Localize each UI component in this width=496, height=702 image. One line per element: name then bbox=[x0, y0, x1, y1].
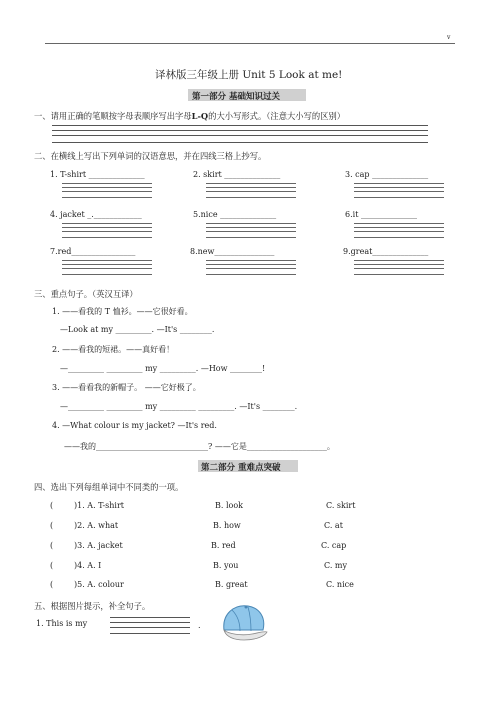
part1-heading: 第一部分 基础知识过关 bbox=[192, 92, 280, 102]
q3-item-1-en[interactable]: —Look at my _________. —It's ________. bbox=[60, 325, 215, 334]
q4-row-5-paren[interactable]: ( bbox=[50, 580, 54, 589]
q4-row-5-a: )5. A. colour bbox=[74, 580, 124, 589]
fourline-2[interactable] bbox=[206, 183, 296, 201]
q3-item-4-cn: 4. —What colour is my jacket? —It's red. bbox=[52, 421, 217, 430]
q4-row-1-paren[interactable]: ( bbox=[50, 501, 54, 510]
q5-period: . bbox=[198, 621, 201, 630]
fourline-5[interactable] bbox=[206, 223, 296, 241]
q4-row-3-paren[interactable]: ( bbox=[50, 541, 54, 550]
q4-row-1-b: B. look bbox=[215, 501, 244, 510]
q1-text: 一、请用正确的笔顺按字母表顺序写出字母 bbox=[34, 111, 192, 121]
fourline-1[interactable] bbox=[62, 183, 152, 201]
q2-word-1[interactable]: 1. T-shirt ______________ bbox=[50, 170, 145, 179]
q4-row-5-c: C. nice bbox=[326, 580, 354, 589]
fourline-4[interactable] bbox=[62, 223, 152, 241]
part2-heading: 第二部分 重难点突破 bbox=[201, 463, 281, 473]
q3-item-3-cn: 3. ——看看我的新帽子。 ——它好极了。 bbox=[52, 383, 201, 392]
cap-image bbox=[218, 600, 270, 642]
page-title: 译林版三年级上册 Unit 5 Look at me! bbox=[155, 69, 343, 81]
q4-row-4-a: )4. A. I bbox=[74, 561, 102, 570]
q4-row-1-a: )1. A. T-shirt bbox=[74, 501, 125, 510]
q5-item-1: 1. This is my bbox=[36, 619, 88, 628]
q4-row-1-c: C. skirt bbox=[326, 501, 356, 510]
q4-row-2-b: B. how bbox=[213, 521, 241, 530]
header-rule bbox=[45, 43, 455, 44]
q3-instruction: 三、重点句子。（英汉互译） bbox=[34, 289, 138, 299]
q3-item-4-en[interactable]: ——我的____________________________? ——它是____________________。 bbox=[64, 442, 335, 451]
fourline-8[interactable] bbox=[206, 260, 296, 278]
q2-word-6[interactable]: 6.it ______________ bbox=[345, 210, 417, 219]
q4-row-4-c: C. my bbox=[324, 561, 348, 570]
q4-row-3-b: B. red bbox=[211, 541, 236, 550]
q3-item-2-cn: 2. ——看我的短裙。——真好看！ bbox=[52, 345, 175, 354]
q3-item-3-en[interactable]: —_________ _________ my _________ _________. —It's ________. bbox=[60, 402, 298, 411]
fourline-3[interactable] bbox=[354, 183, 444, 201]
q4-row-4-paren[interactable]: ( bbox=[50, 561, 54, 570]
q2-word-3[interactable]: 3. cap ______________ bbox=[345, 170, 429, 179]
q4-row-2-c: C. at bbox=[324, 521, 343, 530]
q3-item-2-en[interactable]: —_________ _________ my _________. —How ________! bbox=[60, 364, 266, 373]
q4-row-5-b: B. great bbox=[215, 580, 248, 589]
q4-row-3-a: )3. A. jacket bbox=[74, 541, 123, 550]
q2-word-4[interactable]: 4. jacket _.____________ bbox=[50, 210, 142, 219]
q3-item-1-cn: 1. ——看我的 T 恤衫。——它很好看。 bbox=[52, 307, 193, 316]
fourline-6[interactable] bbox=[354, 223, 444, 241]
q4-row-2-a: )2. A. what bbox=[74, 521, 119, 530]
header-mark: v bbox=[447, 34, 451, 41]
q2-word-5[interactable]: 5.nice ______________ bbox=[193, 210, 277, 219]
q2-word-7[interactable]: 7.red________________ bbox=[50, 247, 136, 256]
q5-instruction: 五、根据图片提示，补全句子。 bbox=[34, 601, 151, 611]
q4-row-3-c: C. cap bbox=[321, 541, 347, 550]
q4-row-2-paren[interactable]: ( bbox=[50, 521, 54, 530]
q2-word-8[interactable]: 8.new_______________ bbox=[190, 247, 275, 256]
q2-word-2[interactable]: 2. skirt ______________ bbox=[193, 170, 281, 179]
q2-instruction: 二、在横线上写出下列单词的汉语意思，并在四线三格上抄写。 bbox=[34, 151, 267, 161]
q4-row-4-b: B. you bbox=[213, 561, 239, 570]
q2-word-9[interactable]: 9.great______________ bbox=[343, 247, 429, 256]
q1-letters: L-Q bbox=[191, 111, 209, 121]
q1-instruction bbox=[34, 110, 345, 122]
fourline-7[interactable] bbox=[62, 260, 152, 278]
q1-tail: 的大小写形式。（注意大小写的区别） bbox=[208, 111, 346, 121]
q4-instruction: 四、选出下列每组单词中不同类的一项。 bbox=[34, 482, 184, 492]
fourline-9[interactable] bbox=[354, 260, 444, 278]
